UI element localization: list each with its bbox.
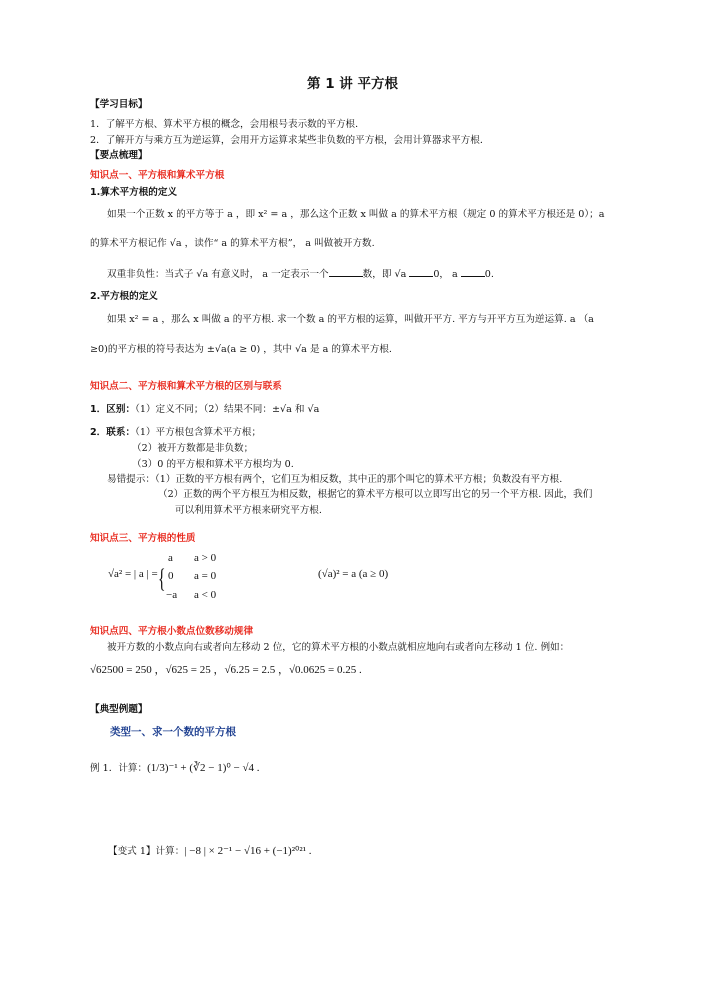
k3-heading: 知识点三、平方根的性质 [90,533,196,544]
k3-abs-formula-lhs: √a² = | a | = [108,568,158,580]
k2-link-line [90,426,261,440]
goal-item-1: 1．了解平方根、算术平方根的概念，会用根号表示数的平方根． [90,119,365,130]
review-heading: 【要点梳理】 [90,150,148,161]
k2-link-2: （2）被开方数都是非负数； [132,443,254,454]
k2-tip-1: 易错提示：（1）正数的平方根有两个，它们互为相反数，其中正的那个叫它的算术平方根；负数没有平方根. [107,474,563,485]
k3-case-3-cond: a < 0 [194,589,217,601]
k4-text: 被开方数的小数点向右或者向左移动 2 位，它的算术平方根的小数点就相应地向右或者向左移动 1 位. 例如： [107,642,570,653]
k3-brace: { [158,564,166,593]
k3-case-3-expr: −a [166,589,178,601]
k1-para1a: 如果一个正数 x 的平方等于 a ，即 x² = a ，那么这个正数 x 叫做 a 的算术平方根（规定 0 的算术平方根还是 0）；a [107,209,605,220]
k3-case-1-expr: a [168,552,173,564]
blank-3 [461,276,485,277]
k1-nonneg-end2: 0. [484,269,494,280]
k1-sub2: 2.平方根的定义 [90,291,158,302]
goals-heading: 【学习目标】 [90,99,148,110]
k2-tip-3: 可以利用算术平方根来研究平方根. [175,505,322,516]
k1-nonneg-line [107,268,494,282]
example-1-expression: (1/3)⁻¹ + (∛2 − 1)⁰ − √4 . [147,762,260,774]
variant-1-label: 【变式 1】计算： [108,846,185,857]
k2-diff-text: （1）定义不同；（2）结果不同：±√a 和 √a [135,404,320,415]
k1-sub1: 1.算术平方根的定义 [90,187,178,198]
k2-diff-label: 1．区别： [90,404,136,415]
blank-1 [329,276,363,277]
k1-nonneg-mid: 数，即 √a [362,269,407,280]
k1-para1b: 的算术平方根记作 √a ，读作“ a 的算术平方根”， a 叫做被开方数. [90,238,375,249]
k4-heading: 知识点四、平方根小数点位数移动规律 [90,626,254,637]
example-1-label: 例 1．计算： [90,763,148,774]
blank-2 [409,276,433,277]
k3-case-1-cond: a > 0 [194,552,217,564]
page-title: 第 1 讲 平方根 [307,76,398,92]
k3-case-2-expr: 0 [168,570,174,582]
k3-case-2-cond: a = 0 [194,570,217,582]
example-1 [90,761,260,776]
k2-heading: 知识点二、平方根和算术平方根的区别与联系 [90,381,282,392]
k1-nonneg-pre: 双重非负性：当式子 √a 有意义时， a 一定表示一个 [107,269,329,280]
variant-1-expression: | −8 | × 2⁻¹ − √16 + (−1)²⁰²¹ . [184,845,312,857]
k1-para2a: 如果 x² = a ，那么 x 叫做 a 的平方根. 求一个数 a 的平方根的运算，叫做开平方. 平方与开平方互为逆运算. a （a [107,314,594,325]
k4-examples: √62500 = 250 ，√625 = 25 ，√6.25 = 2.5 ，√0.0625 = 0.25 . [90,664,362,676]
variant-1 [108,844,312,859]
type1-heading: 类型一、求一个数的平方根 [110,726,236,738]
examples-heading: 【典型例题】 [90,704,148,715]
k3-square-formula: (√a)² = a (a ≥ 0) [318,568,389,580]
k1-para2b: ≥0)的平方根的符号表达为 ±√a(a ≥ 0) ，其中 √a 是 a 的算术平方根. [90,344,392,355]
k2-tip-2: （2）正数的两个平方根互为相反数，根据它的算术平方根可以立即写出它的另一个平方根. 因此，我们 [158,489,593,500]
k2-link-1: （1）平方根包含算术平方根； [135,427,262,438]
k2-link-label: 2．联系： [90,427,136,438]
k2-link-3: （3）0 的平方根和算术平方根均为 0. [132,459,294,470]
goal-item-2: 2．了解开方与乘方互为逆运算，会用开方运算求某些非负数的平方根，会用计算器求平方根． [90,135,490,146]
k1-nonneg-end1: 0， a [433,269,458,280]
k1-heading: 知识点一、平方根和算术平方根 [90,170,225,181]
k2-diff-line [90,403,319,417]
